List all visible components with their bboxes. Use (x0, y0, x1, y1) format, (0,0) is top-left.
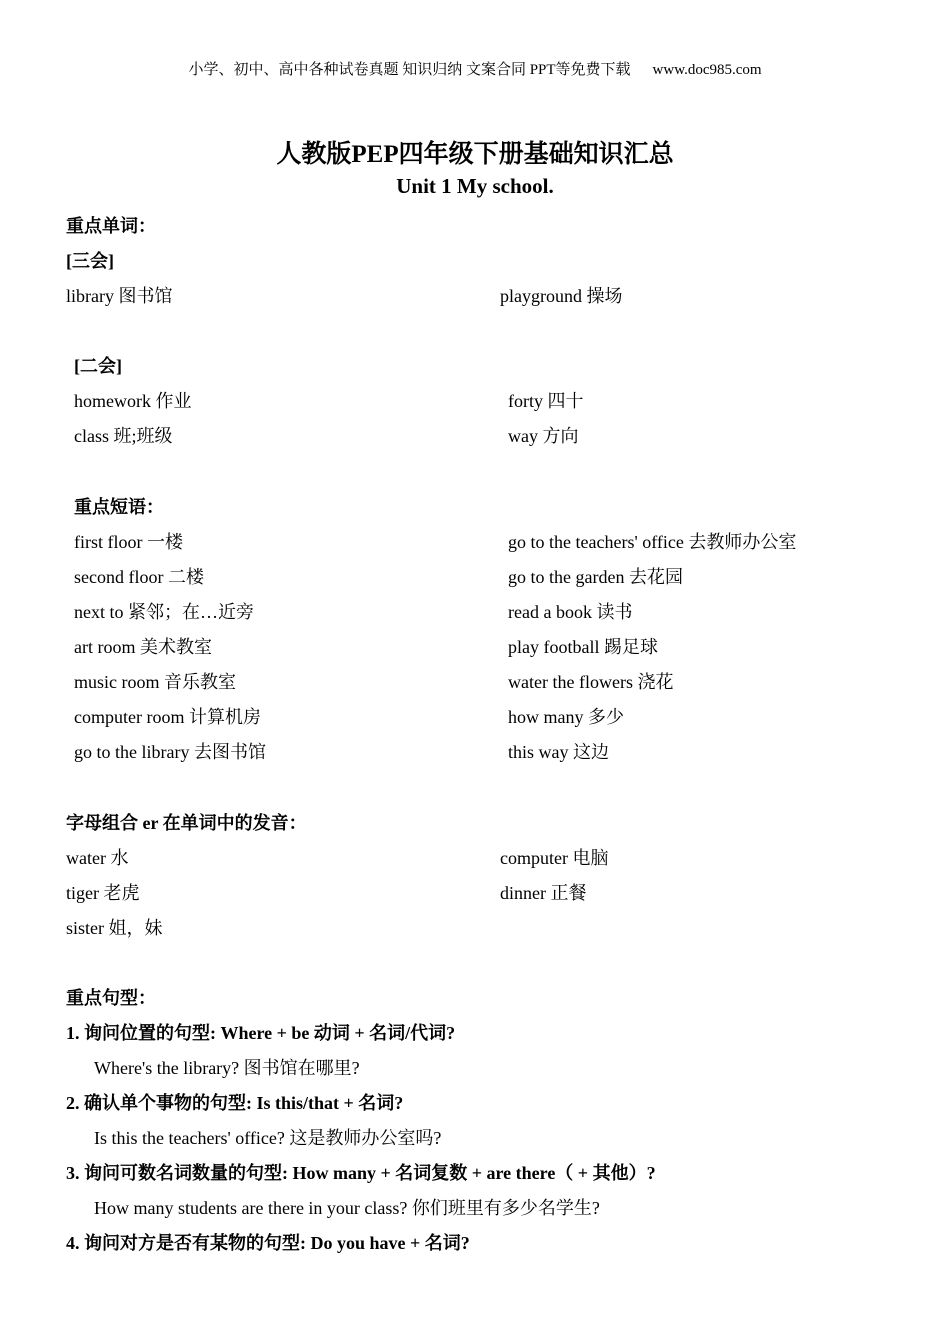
vocab-item: forty 四十 (508, 391, 584, 411)
page-header (0, 58, 950, 79)
phrase-item: computer room 计算机房 (74, 707, 261, 727)
vocab-item: homework 作业 (74, 391, 192, 411)
sentence-pattern: 3. 询问可数名词数量的句型: How many + 名词复数 + are there（ + 其他）? (66, 1163, 656, 1183)
unit-title: Unit 1 My school. (396, 174, 554, 198)
phrases-heading: 重点短语： (74, 497, 164, 517)
vocab-item: way 方向 (508, 426, 579, 446)
phrase-item: second floor 二楼 (74, 567, 204, 587)
phrase-item: go to the teachers' office 去教师办公室 (508, 532, 797, 552)
er-hui-label: [二会] (74, 356, 122, 376)
sentence-example: Where's the library? 图书馆在哪里? (94, 1058, 360, 1078)
vocab-item: library 图书馆 (66, 286, 173, 306)
vocab-item: class 班;班级 (74, 426, 173, 446)
phonics-item: computer 电脑 (500, 848, 609, 868)
phrase-item: next to 紧邻；在…近旁 (74, 602, 254, 622)
sentence-example: Is this the teachers' office? 这是教师办公室吗? (94, 1128, 442, 1148)
phonics-item: water 水 (66, 848, 129, 868)
document-title: 人教版PEP四年级下册基础知识汇总 (276, 141, 674, 168)
phrase-item: first floor 一楼 (74, 532, 183, 552)
phrase-item: this way 这边 (508, 742, 609, 762)
phrase-item: go to the garden 去花园 (508, 567, 683, 587)
header-text: 小学、初中、高中各种试卷真题 知识归纳 文案合同 PPT等免费下载 (188, 62, 631, 78)
sentence-example: How many students are there in your class? 你们班里有多少名学生? (94, 1198, 600, 1218)
phrase-item: music room 音乐教室 (74, 672, 236, 692)
phonics-heading: 字母组合 er 在单词中的发音： (66, 813, 307, 833)
phrase-item: play football 踢足球 (508, 637, 658, 657)
header-url: www.doc985.com (652, 62, 762, 78)
sentence-pattern: 4. 询问对方是否有某物的句型: Do you have + 名词? (66, 1233, 470, 1253)
san-hui-label: [三会] (66, 251, 114, 271)
phrase-item: go to the library 去图书馆 (74, 742, 266, 762)
phrase-item: art room 美术教室 (74, 637, 212, 657)
phonics-item: tiger 老虎 (66, 883, 140, 903)
sentences-heading: 重点句型： (66, 988, 156, 1008)
phrase-item: read a book 读书 (508, 602, 633, 622)
phonics-item: sister 姐，妹 (66, 918, 163, 938)
phonics-item: dinner 正餐 (500, 883, 587, 903)
phrase-item: how many 多少 (508, 707, 624, 727)
vocab-item: playground 操场 (500, 286, 623, 306)
sentence-pattern: 1. 询问位置的句型: Where + be 动词 + 名词/代词? (66, 1023, 456, 1043)
vocab-heading: 重点单词： (66, 216, 156, 236)
sentence-pattern: 2. 确认单个事物的句型: Is this/that + 名词? (66, 1093, 404, 1113)
phrase-item: water the flowers 浇花 (508, 672, 674, 692)
